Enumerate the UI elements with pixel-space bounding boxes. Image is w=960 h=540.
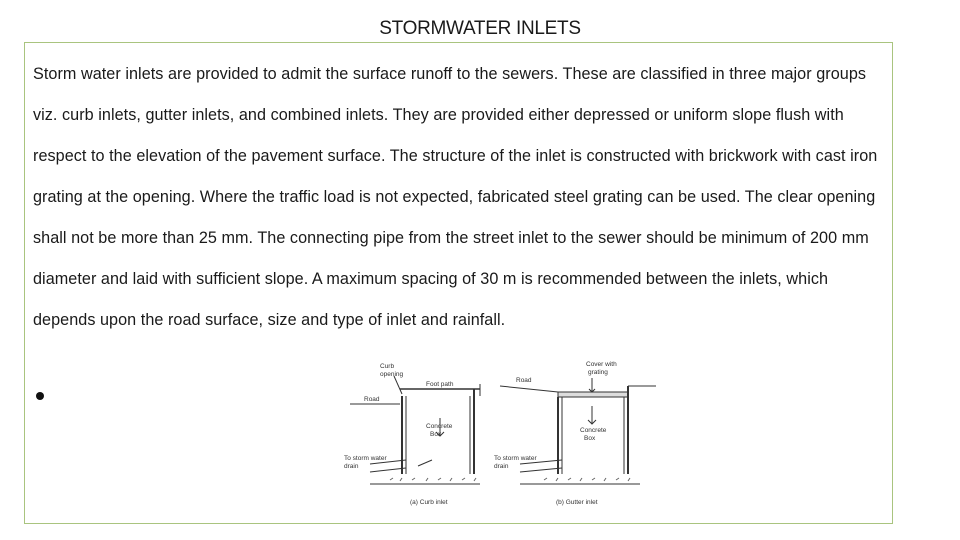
curb-opening-label-2: opening: [380, 371, 404, 378]
body-paragraph: Storm water inlets are provided to admit the surface runoff to the sewers. These are classified in three major groups viz. curb inlets, gutter inlets, and combined inlets. They are provided either depressed or uniform slope flush with respect to the elevation of the pavement surface. The structure of the inlet is constructed with brickwork with cast iron grating at the opening. Where the traffic load is not expected, fabricated steel grating can be used. The clear opening shall not be more than 25 mm. The connecting pipe from the street inlet to the sewer should be minimum of 200 mm diameter and laid with sufficient slope. A maximum spacing of 30 m is recommended between the inlets, which depends upon the road surface, size and type of inlet and rainfall.: [33, 65, 878, 329]
curb-opening-label: Curb: [380, 363, 395, 370]
foot-path-label: Foot path: [426, 381, 454, 388]
slide-title: STORMWATER INLETS: [379, 18, 581, 39]
gutter-road-label: Road: [516, 377, 532, 384]
curb-inlet-diagram: [350, 376, 480, 484]
gutter-box-label: Concrete: [580, 427, 607, 434]
gutter-drain-label-2: drain: [494, 463, 509, 470]
gutter-drain-label: To storm water: [494, 455, 537, 462]
curb-inlet-caption: (a) Curb inlet: [410, 499, 448, 506]
gutter-inlet-caption: (b) Gutter inlet: [556, 499, 598, 506]
gutter-box-label-2: Box: [584, 435, 596, 442]
curb-drain-label: To storm water: [344, 455, 387, 462]
cover-grating-label: Cover with: [586, 361, 617, 368]
inlet-diagram-figure: [330, 356, 660, 512]
curb-road-label: Road: [364, 396, 380, 403]
cover-grating-label-2: grating: [588, 369, 608, 376]
curb-box-label-2: Box: [430, 431, 442, 438]
bullet-point: [36, 392, 44, 400]
curb-box-label: Concrete: [426, 423, 453, 430]
inlet-diagram: [330, 356, 660, 512]
curb-drain-label-2: drain: [344, 463, 359, 470]
gutter-inlet-diagram: [500, 378, 656, 484]
